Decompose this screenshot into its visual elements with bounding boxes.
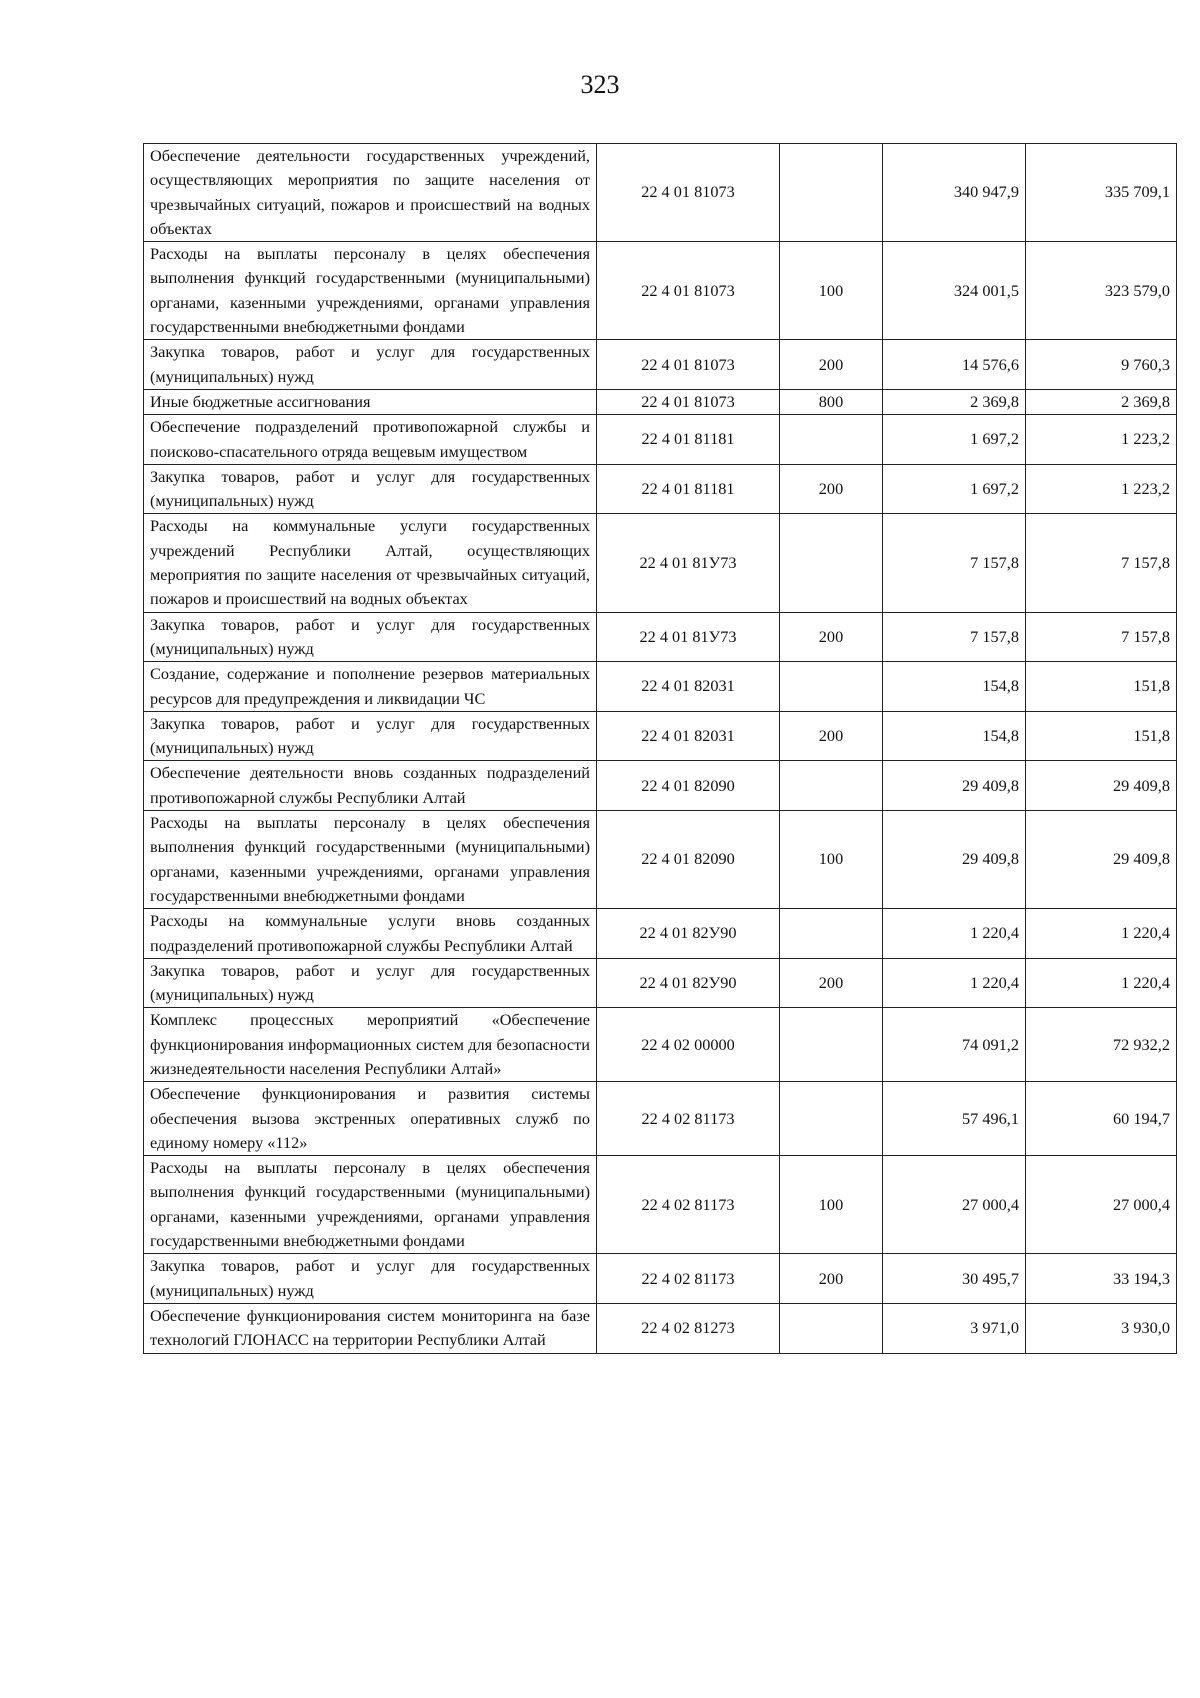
row-code-cell: 22 4 01 81У73 xyxy=(597,612,780,662)
row-expense-type-cell: 800 xyxy=(780,389,883,414)
row-value-year2-cell: 335 709,1 xyxy=(1026,144,1177,242)
row-expense-type-cell xyxy=(780,415,883,465)
row-value-year1-cell: 1 697,2 xyxy=(883,415,1026,465)
row-name-cell: Закупка товаров, работ и услуг для государственных (муниципальных) нужд xyxy=(144,958,597,1008)
row-code-cell: 22 4 01 82031 xyxy=(597,662,780,712)
row-code-cell: 22 4 02 81173 xyxy=(597,1082,780,1156)
row-value-year2-cell: 323 579,0 xyxy=(1026,242,1177,340)
row-value-year1-cell: 324 001,5 xyxy=(883,242,1026,340)
row-code-cell: 22 4 01 82У90 xyxy=(597,958,780,1008)
row-value-year2-cell: 7 157,8 xyxy=(1026,514,1177,612)
table-row xyxy=(144,340,1177,390)
row-name-cell: Закупка товаров, работ и услуг для государственных (муниципальных) нужд xyxy=(144,1254,597,1304)
table-row xyxy=(144,612,1177,662)
row-value-year1-cell: 2 369,8 xyxy=(883,389,1026,414)
row-code-cell: 22 4 01 81073 xyxy=(597,340,780,390)
row-expense-type-cell xyxy=(780,144,883,242)
row-value-year1-cell: 1 697,2 xyxy=(883,464,1026,514)
row-name-cell: Расходы на выплаты персоналу в целях обеспечения выполнения функций государственными (муниципальными) органами, казенными учреждениями, органами управления государственными внебюджетными фондами xyxy=(144,811,597,909)
table-row xyxy=(144,662,1177,712)
row-expense-type-cell: 200 xyxy=(780,958,883,1008)
row-value-year2-cell: 33 194,3 xyxy=(1026,1254,1177,1304)
row-name-cell: Закупка товаров, работ и услуг для государственных (муниципальных) нужд xyxy=(144,612,597,662)
row-name-cell: Обеспечение функционирования систем мониторинга на базе технологий ГЛОНАСС на территории Республики Алтай xyxy=(144,1303,597,1353)
row-code-cell: 22 4 01 81У73 xyxy=(597,514,780,612)
row-code-cell: 22 4 01 82031 xyxy=(597,711,780,761)
row-expense-type-cell xyxy=(780,761,883,811)
row-expense-type-cell xyxy=(780,514,883,612)
row-value-year2-cell: 1 220,4 xyxy=(1026,909,1177,959)
row-value-year1-cell: 7 157,8 xyxy=(883,514,1026,612)
row-value-year2-cell: 151,8 xyxy=(1026,662,1177,712)
row-value-year1-cell: 29 409,8 xyxy=(883,811,1026,909)
page-number: 323 xyxy=(580,70,620,99)
row-expense-type-cell: 200 xyxy=(780,464,883,514)
table-row xyxy=(144,415,1177,465)
row-name-cell: Расходы на выплаты персоналу в целях обеспечения выполнения функций государственными (муниципальными) органами, казенными учреждениями, органами управления государственными внебюджетными фондами xyxy=(144,1156,597,1254)
row-name-cell: Создание, содержание и пополнение резервов материальных ресурсов для предупреждения и ликвидации ЧС xyxy=(144,662,597,712)
row-value-year2-cell: 1 220,4 xyxy=(1026,958,1177,1008)
table-row xyxy=(144,144,1177,242)
table-row xyxy=(144,1303,1177,1353)
row-value-year2-cell: 1 223,2 xyxy=(1026,464,1177,514)
row-expense-type-cell: 200 xyxy=(780,711,883,761)
row-expense-type-cell xyxy=(780,1082,883,1156)
row-code-cell: 22 4 02 81173 xyxy=(597,1156,780,1254)
row-name-cell: Обеспечение деятельности вновь созданных подразделений противопожарной службы Республики Алтай xyxy=(144,761,597,811)
row-code-cell: 22 4 01 81073 xyxy=(597,389,780,414)
row-value-year1-cell: 154,8 xyxy=(883,662,1026,712)
row-value-year2-cell: 2 369,8 xyxy=(1026,389,1177,414)
row-name-cell: Обеспечение подразделений противопожарной службы и поисково-спасательного отряда вещевым имуществом xyxy=(144,415,597,465)
row-code-cell: 22 4 02 00000 xyxy=(597,1008,780,1082)
row-name-cell: Расходы на коммунальные услуги вновь созданных подразделений противопожарной службы Республики Алтай xyxy=(144,909,597,959)
budget-table-body xyxy=(144,144,1177,1354)
table-row xyxy=(144,464,1177,514)
row-code-cell: 22 4 01 82090 xyxy=(597,811,780,909)
row-value-year1-cell: 1 220,4 xyxy=(883,909,1026,959)
table-row xyxy=(144,514,1177,612)
row-expense-type-cell xyxy=(780,1303,883,1353)
row-name-cell: Иные бюджетные ассигнования xyxy=(144,389,597,414)
row-code-cell: 22 4 02 81273 xyxy=(597,1303,780,1353)
row-expense-type-cell: 100 xyxy=(780,811,883,909)
row-value-year1-cell: 7 157,8 xyxy=(883,612,1026,662)
row-value-year1-cell: 14 576,6 xyxy=(883,340,1026,390)
row-value-year2-cell: 9 760,3 xyxy=(1026,340,1177,390)
row-value-year2-cell: 29 409,8 xyxy=(1026,761,1177,811)
row-value-year1-cell: 27 000,4 xyxy=(883,1156,1026,1254)
row-expense-type-cell xyxy=(780,909,883,959)
row-value-year2-cell: 151,8 xyxy=(1026,711,1177,761)
row-value-year1-cell: 30 495,7 xyxy=(883,1254,1026,1304)
table-row xyxy=(144,811,1177,909)
row-code-cell: 22 4 01 82У90 xyxy=(597,909,780,959)
table-row xyxy=(144,1254,1177,1304)
table-row xyxy=(144,389,1177,414)
table-row xyxy=(144,242,1177,340)
row-value-year1-cell: 340 947,9 xyxy=(883,144,1026,242)
row-code-cell: 22 4 01 82090 xyxy=(597,761,780,811)
table-row xyxy=(144,1082,1177,1156)
row-expense-type-cell: 200 xyxy=(780,612,883,662)
row-name-cell: Расходы на коммунальные услуги государственных учреждений Республики Алтай, осуществляющих мероприятия по защите населения от чрезвычайных ситуаций, пожаров и происшествий на водных объектах xyxy=(144,514,597,612)
row-code-cell: 22 4 01 81073 xyxy=(597,144,780,242)
row-value-year2-cell: 3 930,0 xyxy=(1026,1303,1177,1353)
table-row xyxy=(144,958,1177,1008)
row-name-cell: Расходы на выплаты персоналу в целях обеспечения выполнения функций государственными (муниципальными) органами, казенными учреждениями, органами управления государственными внебюджетными фондами xyxy=(144,242,597,340)
row-value-year1-cell: 154,8 xyxy=(883,711,1026,761)
table-row xyxy=(144,761,1177,811)
row-code-cell: 22 4 02 81173 xyxy=(597,1254,780,1304)
row-name-cell: Обеспечение функционирования и развития системы обеспечения вызова экстренных оперативных служб по единому номеру «112» xyxy=(144,1082,597,1156)
table-row xyxy=(144,1008,1177,1082)
table-row xyxy=(144,909,1177,959)
row-value-year1-cell: 3 971,0 xyxy=(883,1303,1026,1353)
row-value-year2-cell: 27 000,4 xyxy=(1026,1156,1177,1254)
row-value-year2-cell: 1 223,2 xyxy=(1026,415,1177,465)
row-name-cell: Закупка товаров, работ и услуг для государственных (муниципальных) нужд xyxy=(144,340,597,390)
row-value-year2-cell: 29 409,8 xyxy=(1026,811,1177,909)
row-value-year1-cell: 29 409,8 xyxy=(883,761,1026,811)
table-row xyxy=(144,711,1177,761)
row-expense-type-cell: 100 xyxy=(780,1156,883,1254)
row-name-cell: Закупка товаров, работ и услуг для государственных (муниципальных) нужд xyxy=(144,464,597,514)
row-expense-type-cell: 200 xyxy=(780,340,883,390)
row-code-cell: 22 4 01 81073 xyxy=(597,242,780,340)
budget-table xyxy=(143,143,1177,1354)
row-name-cell: Комплекс процессных мероприятий «Обеспечение функционирования информационных систем для безопасности жизнедеятельности населения Республики Алтай» xyxy=(144,1008,597,1082)
row-value-year2-cell: 60 194,7 xyxy=(1026,1082,1177,1156)
row-value-year2-cell: 72 932,2 xyxy=(1026,1008,1177,1082)
row-code-cell: 22 4 01 81181 xyxy=(597,464,780,514)
row-expense-type-cell: 200 xyxy=(780,1254,883,1304)
row-name-cell: Обеспечение деятельности государственных учреждений, осуществляющих мероприятия по защите населения от чрезвычайных ситуаций, пожаров и происшествий на водных объектах xyxy=(144,144,597,242)
row-name-cell: Закупка товаров, работ и услуг для государственных (муниципальных) нужд xyxy=(144,711,597,761)
row-expense-type-cell xyxy=(780,1008,883,1082)
row-value-year1-cell: 1 220,4 xyxy=(883,958,1026,1008)
row-value-year1-cell: 74 091,2 xyxy=(883,1008,1026,1082)
row-value-year1-cell: 57 496,1 xyxy=(883,1082,1026,1156)
row-value-year2-cell: 7 157,8 xyxy=(1026,612,1177,662)
row-expense-type-cell: 100 xyxy=(780,242,883,340)
table-row xyxy=(144,1156,1177,1254)
row-expense-type-cell xyxy=(780,662,883,712)
row-code-cell: 22 4 01 81181 xyxy=(597,415,780,465)
